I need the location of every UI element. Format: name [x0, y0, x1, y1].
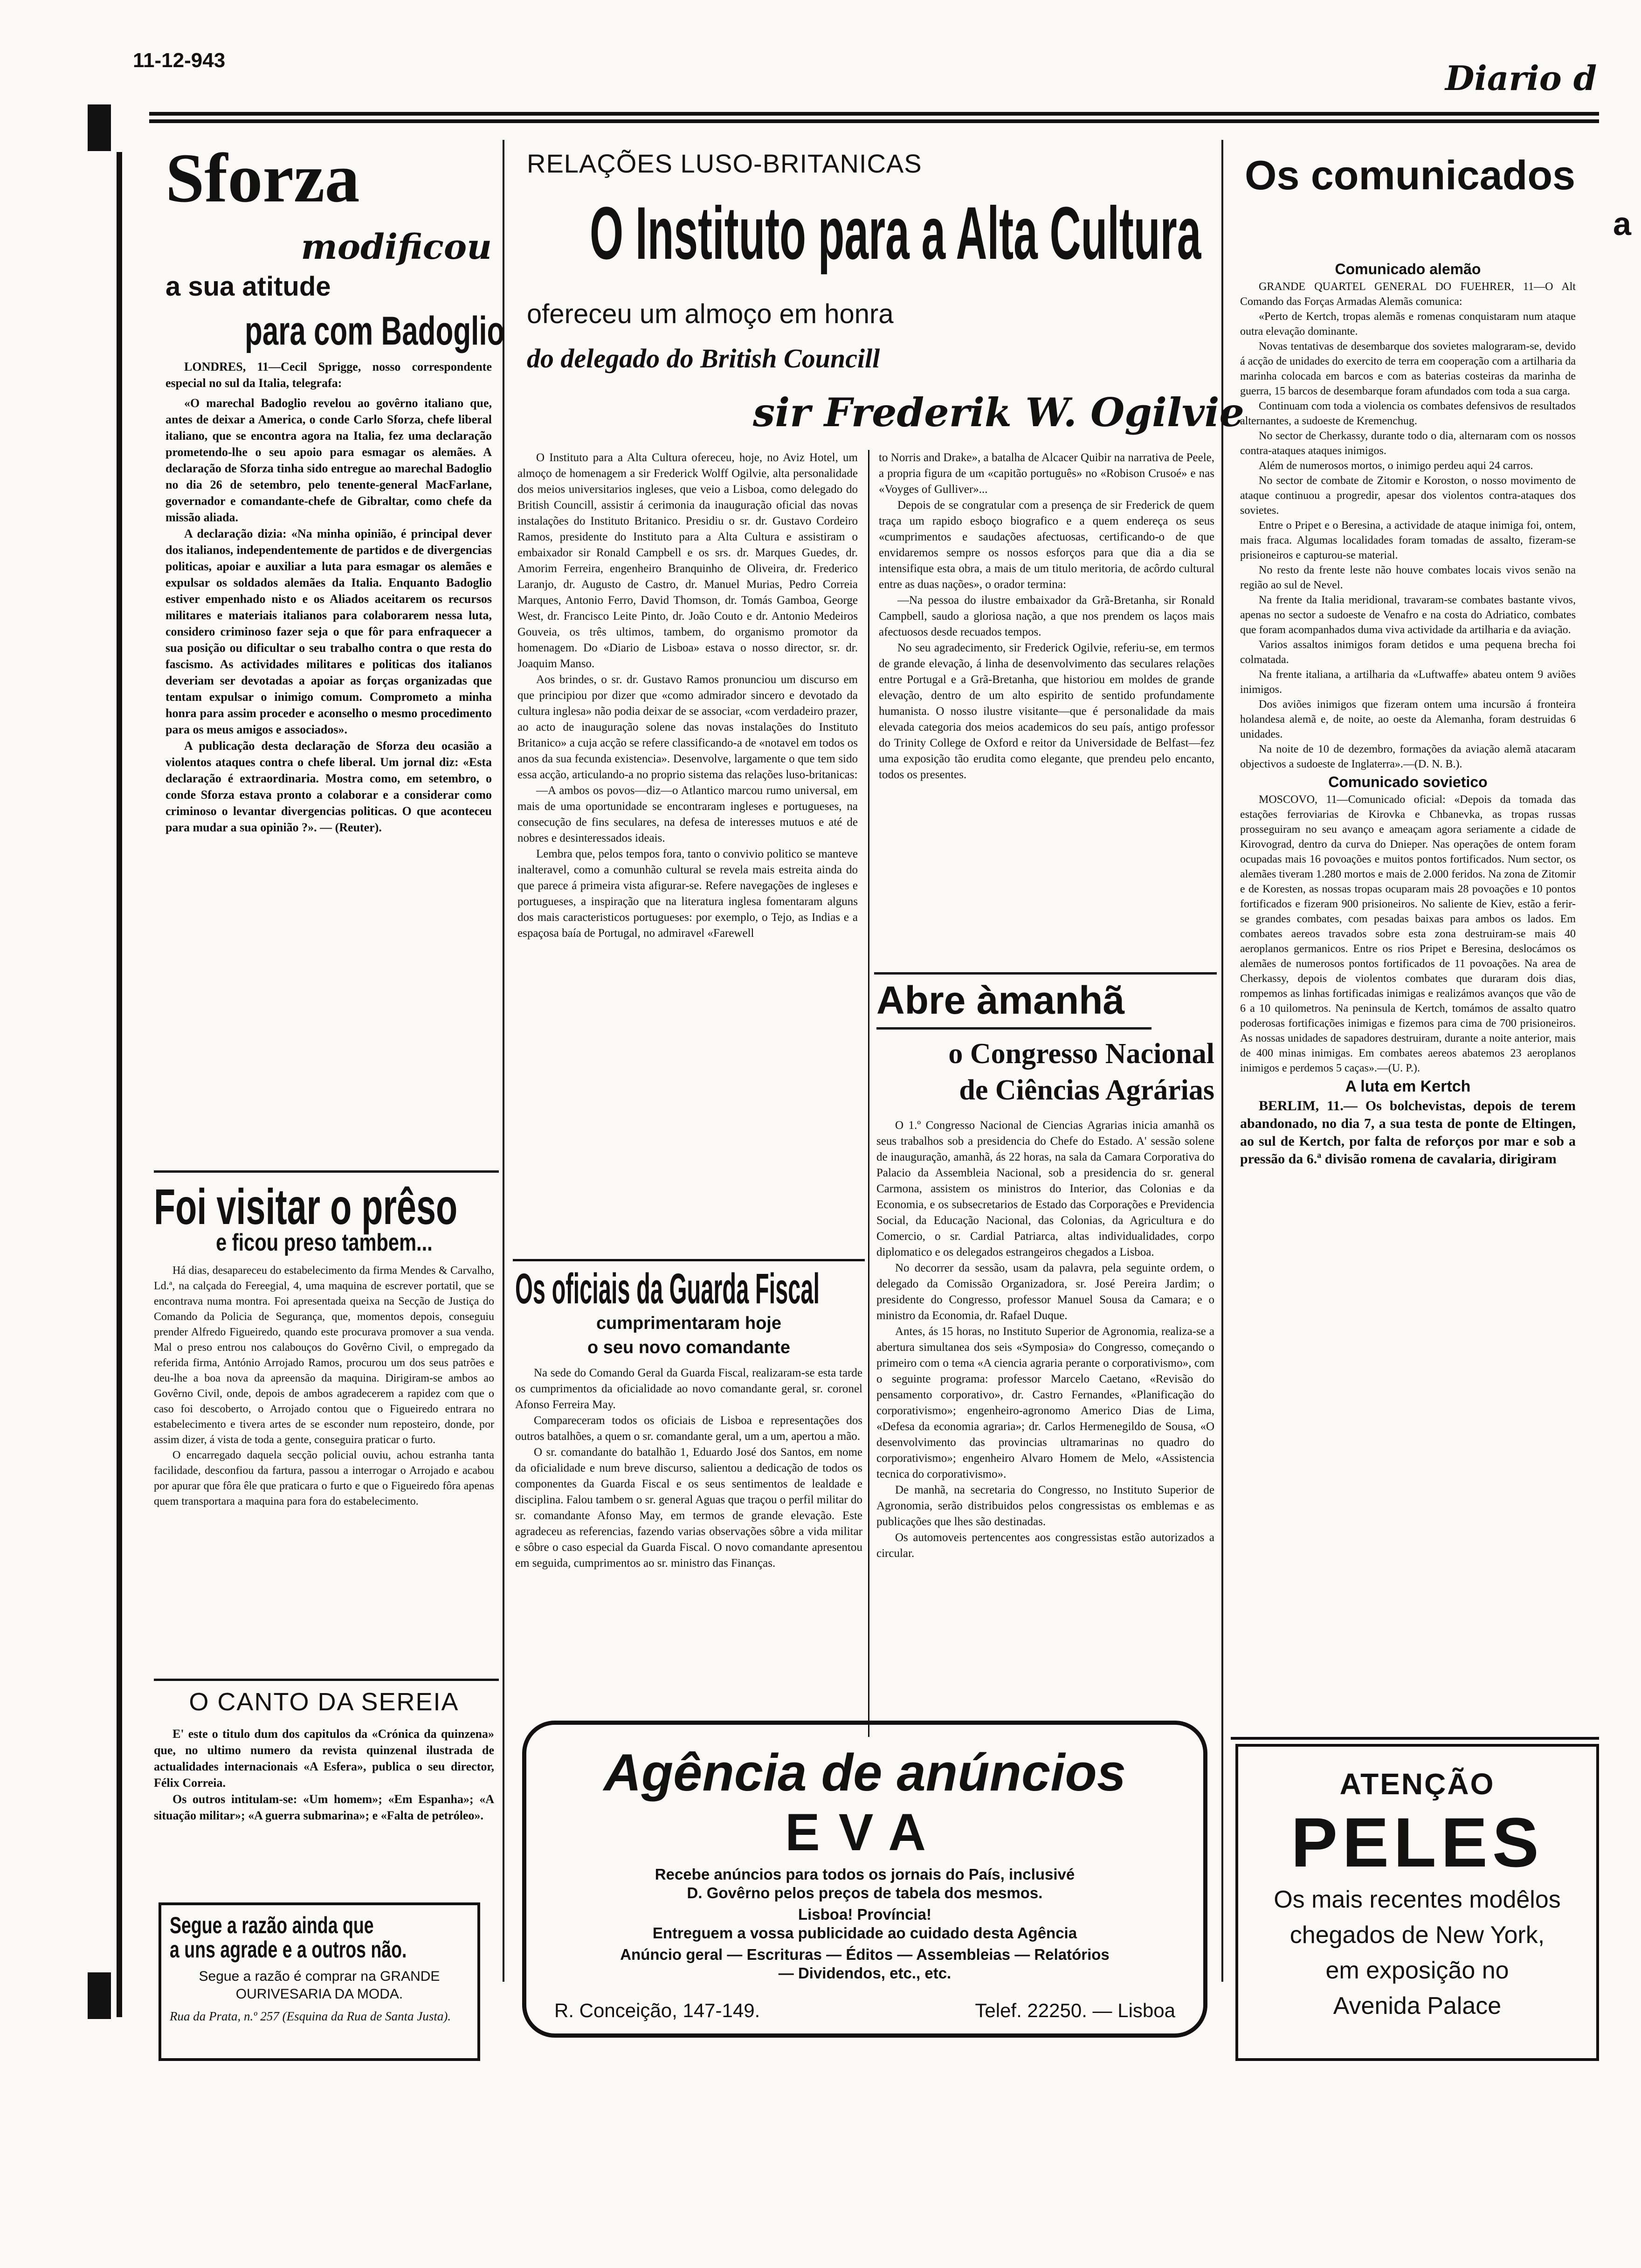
- congresso-article: [876, 977, 1214, 1562]
- section-rule: [154, 1170, 499, 1173]
- instituto-column-1: [517, 450, 858, 941]
- section-rule: [154, 1679, 499, 1681]
- eva-ad-line: Recebe anúncios para todos os jornais do País, inclusivé: [655, 1866, 1075, 1883]
- moda-ad-line-text: Segue a razão ainda que: [170, 1912, 374, 1938]
- comunicados-headline: Os comunicados: [1245, 152, 1576, 198]
- moda-ad-line-text: a uns agrade e a outros não.: [170, 1936, 407, 1963]
- moda-ad-line: [170, 1912, 469, 1936]
- preso-headline-text: Foi visitar o prêso: [154, 1178, 458, 1235]
- congresso-subhead-2: de Ciências Agrárias: [959, 1074, 1214, 1106]
- peles-ad-line: Avenida Palace: [1333, 1992, 1502, 2019]
- comunicado-paragraph: MOSCOVO, 11—Comunicado oficial: «Depois da tomada das estações ferroviarias de Kirovka e Chbanevka, as tropas russas prosseguiram no seu avanço e ameaçam agora seriamente a cidade de Kirovograd, dentro da curva do Dnieper. Nas operações de ontem foram ocupadas mais 16 povoações e muitos pontos fortificados. Num sector, os alemães tiveram 1.280 mortos e mais de 2.000 feridos. Na zona de Zitomir e de Koresten, as nossas tropas ocuparam mais 28 povoações e 10 pontos fortificados e fizeram 900 prisioneiros. No saliente de Kiev, estão a ferir-se grandes combates, com pesadas baixas para ambos os lados. Em combates aereos travados sobre esta zona destruiram-se mais 40 aeroplanos germanicos. Entre os rios Pripet e Beresina, deslocámos os alemães de numerosos pontos fortificados de 11 povoações. Na area de Cherkassy, depois de violentos combates que duraram dois dias, rompemos as linhas fortificadas inimigas e realizámos avanços que vão de 6 a 10 quilometros. Na peninsula de Kertch, tomámos de assalto quatro poderosas fortificações inimigas e fizemos para cima de 700 prisioneiros. As nossas unidades de sapadores destruiram, durante a noite anterior, mais de 400 minas inimigas. Em combates aereos abatemos 23 aeroplanos inimigos e perdemos 5 caças».—(U. P.).: [1240, 794, 1576, 1074]
- congresso-paragraph: Os automoveis pertencentes aos congressistas estão autorizados a circular.: [876, 1531, 1214, 1560]
- eva-ad-line: — Dividendos, etc., etc.: [778, 1964, 952, 1982]
- eva-ad-footer: [554, 1999, 1175, 2022]
- comunicado-paragraph: Na noite de 10 de dezembro, formações da aviação alemã atacaram objectivos a sudoeste de Inglaterra».—(D. N. B.).: [1240, 743, 1576, 770]
- instituto-paragraph: O Instituto para a Alta Cultura ofereceu, hoje, no Aviz Hotel, um almoço de homenagem a sir Frederick Wolff Ogilvie, alta personalidade dos meios universitarios ingleses, que veio a Lisboa, como delegado do British Councill, assistir á cerimonia da inauguração oficial das novas instalações do Instituto Britanico. Presidiu o sr. dr. Gustavo Cordeiro Ramos, presidente do Instituto para a Alta Cultura e assistiram o embaixador sir Ronald Campbell e os srs. dr. Marques Guedes, dr. Amorim Ferreira, engenheiro Branquinho de Oliveira, dr. Frederico Laranjo, dr. Augusto de Castro, dr. Manuel Murias, Pedro Correia Marques, Antonio Ferro, David Thomson, dr. Tomás Gamboa, George West, dr. Francisco Leite Pinto, dr. João Couto e dr. Antonio Medeiros Gouveia, os três ultimos, tambem, do organismo promotor da homenagem. Do «Diario de Lisboa» estava o nosso director, sr. dr. Joaquim Manso.: [517, 451, 858, 670]
- instituto-paragraph: to Norris and Drake», a batalha de Alcacer Quibir na narrativa de Peele, a propria figura de um «capitão português» no «Robison Crusoé» e nas «Voyges of Gulliver»...: [879, 451, 1214, 496]
- peles-ad-line: chegados de New York,: [1289, 1922, 1545, 1949]
- peles-ad-line: em exposição no: [1325, 1957, 1509, 1984]
- comunicados-headline-fragment: a: [1613, 206, 1631, 242]
- guarda-subhead-1: cumprimentaram hoje: [596, 1314, 781, 1333]
- preso-article: [154, 1177, 494, 1509]
- eva-ad-line: Entreguem a vossa publicidade ao cuidado desta Agência: [652, 1924, 1077, 1942]
- congresso-paragraph: De manhã, na secretaria do Congresso, no Instituto Superior de Agronomia, serão distribuidos pelos congressistas os emblemas e as publicações que lhes são destinadas.: [876, 1484, 1214, 1528]
- comunicado-paragraph: Novas tentativas de desembarque dos sovietes malograram-se, devido á acção de unidades do exercito de terra em cooperação com a artilharia da marinha colocada em barcos e com as baterias costeiras da marinha de guerra, 15 barcos de desembarque foram afundados com toda a sua carga.: [1240, 340, 1576, 397]
- section-rule: [874, 972, 1217, 975]
- instituto-kicker: RELAÇÕES LUSO-BRITANICAS: [527, 149, 922, 178]
- instituto-paragraph: Lembra que, pelos tempos fora, tanto o convivio politico se manteve inalteravel, como a comunhão cultural se revela mais estreita ainda do que parece á primeira vista afigurar-se. Refere navegações de ingleses e portugueses, a inspiração que na literatura inglesa fomentaram alguns dos mais caracteristicos portugueses: por exemplo, o Tejo, as Indias e a espaçosa baía de Portugal, no admiravel «Farewell: [517, 848, 858, 940]
- sereia-headline: O CANTO DA SEREIA: [189, 1688, 459, 1716]
- comunicado-paragraph: Além de numerosos mortos, o inimigo perdeu aqui 24 carros.: [1259, 460, 1533, 472]
- guarda-headline: [515, 1265, 862, 1311]
- instituto-paragraph: —A ambos os povos—diz—o Atlantico marcou rumo universal, em mais de uma oportunidade se encontraram ingleses e portugueses, na consecução de fins seculares, na defesa de interesses mutuos e até de nobres e desinteressados ideais.: [517, 784, 858, 844]
- header-rule-top: [149, 112, 1599, 116]
- comunicado-paragraph: No resto da frente leste não houve combates locais vivos senão na região ao sul de Nevel.: [1240, 564, 1576, 591]
- comunicado-paragraph: GRANDE QUARTEL GENERAL DO FUEHRER, 11—O Alt Comando das Forças Armadas Alemãs comunica:: [1240, 281, 1576, 308]
- peles-ad-line: Os mais recentes modêlos: [1274, 1886, 1561, 1913]
- sforza-subhead-2: a sua atitude: [165, 271, 331, 302]
- kertch-heading: A luta em Kertch: [1345, 1078, 1471, 1095]
- eva-ad-name: EVA: [785, 1803, 945, 1861]
- preso-subhead-text: e ficou preso tambem...: [215, 1229, 433, 1256]
- congresso-paragraph: Antes, ás 15 horas, no Instituto Superior de Agronomia, realiza-se a abertura simultanea dos seis «Symposia» do Congresso, começando o primeiro com o tema «A ciencia agraria perante o corporativismo», com o seguinte programa: professor Marcelo Caetano, «Revisão do pensamento corporativo», dr. Castro Fernandes, «Planificação do corporativismo»; engenheiro-agronomo Americo Dias de Lima, «Defesa da economia agraria»; dr. Carlos Hermenegildo de Sousa, «O desenvolvimento das provincias ultramarinas no quadro do corporativismo»; engenheiro Alvaro Homem de Melo, «Assistencia tecnica do corporativismo».: [876, 1325, 1214, 1480]
- comunicado-paragraph: «Perto de Kertch, tropas alemãs e romenas conquistaram num ataque outra elevação dominante.: [1240, 311, 1576, 338]
- sforza-paragraph: LONDRES, 11—Cecil Sprigge, nosso correspondente especial no sul da Italia, telegrafa:: [165, 360, 492, 390]
- sforza-paragraph: A publicação desta declaração de Sforza deu ocasião a violentos ataques contra o chefe liberal. Um jornal diz: «Esta declaração é extraordinaria. Mostra como, em setembro, o conde Sforza estava pronto a colaborar e a considerar como criminoso o levantar divergencias politicas. O que aconteceu para mudar a sua opinião ?». — (Reuter).: [165, 739, 492, 834]
- instituto-headline-text: O Instituto para a Alta Cultura: [590, 191, 1201, 275]
- guarda-headline-text: Os oficiais da Guarda Fiscal: [515, 1265, 820, 1313]
- sereia-paragraph: Os outros intitulam-se: «Um homem»; «Em Espanha»; «A situação militar»; «A guerra submarina»; e «Falta de petróleo».: [154, 1792, 494, 1822]
- instituto-paragraph: Depois de se congratular com a presença de sir Frederick de quem traça um rapido esboço biografico e a quem endereça os seus «cumprimentos e saudações afectuosas, certificando-o de que envidaremos sempre os nossos esforços para que dia a dia se intensifique esta obra, a mais de um titulo meritoria, de acôrdo cultural entre as duas nações», o orador termina:: [879, 499, 1214, 591]
- sforza-subhead-3-text: para com Badoglio: [245, 309, 505, 353]
- column-rule-inner: [868, 450, 869, 1737]
- section-rule: [1231, 1737, 1599, 1740]
- comunicado-paragraph: No sector de Cherkassy, durante todo o dia, alternaram com os nossos contra-ataques ataques inimigos.: [1240, 430, 1576, 457]
- moda-ad-text: Segue a razão é comprar na GRANDE OURIVESARIA DA MODA.: [199, 1969, 440, 2002]
- masthead-fragment: Diario d: [1445, 58, 1597, 98]
- margin-rule: [117, 152, 122, 2017]
- sforza-paragraph: A declaração dizia: «Na minha opinião, é principal dever dos italianos, independentemente de partidos e de divergencias politicas, apoiar e auxiliar a luta para esmagar os alemães e expulsar os soldados alemães da Italia. Enquanto Badoglio estiver empenhado nisto e os Aliados aceitarem os recursos militares e materiais italianos para colaborarem nessa luta, considero criminoso fazer seja o que fôr para enfraquecer a sua posição ou dificultar o seu trabalho contra o que resta do fascismo. As actividades militares e politicas dos italianos deveriam ser devotadas a apoiar as forças organizadas que tentam expulsar o inimigo comum. Comprometo a minha honra para assim proceder e aconselho o mesmo procedimento para os meus amigos e associados».: [165, 527, 492, 736]
- moda-ad-address: Rua da Prata, n.º 257 (Esquina da Rua de Santa Justa).: [170, 2009, 451, 2023]
- congresso-subhead-1: o Congresso Nacional: [948, 1038, 1214, 1070]
- congresso-paragraph: O 1.º Congresso Nacional de Ciencias Agrarias inicia amanhã os seus trabalhos sob a presidencia do Chefe do Estado. A' sessão solene de inauguração, amanhã, ás 22 horas, na sala da Camara Corporativa do Palacio da Assembleia Nacional, sob a presidencia do sr. general Carmona, assistem os ministros do Interior, das Colonias e da Economia, e os subsecretarios de Estado das Corporações e Previdencia Social, da Educação Nacional, das Colonias, da Agricultura e do Comercio, o sr. Cardial Patriarca, altas individualidades, corpo diplomatico e os delegados estrangeiros chegados a Lisboa.: [876, 1119, 1214, 1258]
- congresso-headline: Abre àmanhã: [876, 978, 1125, 1022]
- instituto-subhead-2: do delegado do British Councill: [527, 343, 880, 373]
- instituto-paragraph: —Na pessoa do ilustre embaixador da Grã-Bretanha, sir Ronald Campbell, saudo a gloriosa nação, a que nos prendem os laços mais afectuosos desde recuados tempos.: [879, 594, 1214, 638]
- section-rule: [876, 1027, 1151, 1030]
- preso-paragraph: O encarregado daquela secção policial ouviu, achou estranha tanta facilidade, desconfiou da fartura, passou a interrogar o Arrojado e acabou por apurar que fôra êle que praticara o furto e que o Figueiredo fôra apenas quem transportara a maquina para fora do estabelecimento.: [154, 1449, 494, 1507]
- preso-paragraph: Há dias, desapareceu do estabelecimento da firma Mendes & Carvalho, Ld.ª, na calçada do Fereegial, 4, uma maquina de escrever portatil, que se encontrava numa montra. Foi apresentada queixa na Secção de Justiça do Comando da Policia de Segurança, que, momentos depois, conseguiu prender Alfredo Figueiredo, quando este procurava promover a sua venda. Mal o preso entrou nos calabouços do Govêrno Civil, o empregado da referida firma, António Arrojado Ramos, procurou um dos seus patrões e deu-lhe a boa nova da apreensão da maquina. Dirigiram-se ambos ao Govêrno Civil, onde, depois de ambos agradecerem a rapidez com que o caso foi descoberto, o Arrojado contou que o Figueiredo entrara no estabelecimento e tivera artes de se esconder num reposteiro, donde, por assim dizer, á vista de toda a gente, conseguira praticar o furto.: [154, 1265, 494, 1446]
- eva-ad-address: R. Conceição, 147-149.: [554, 1999, 760, 2021]
- eva-advertisement: [522, 1721, 1207, 2038]
- comunicados-article: [1240, 259, 1576, 1168]
- guarda-paragraph: Na sede do Comando Geral da Guarda Fiscal, realizaram-se esta tarde os cumprimentos da oficialidade ao novo comandante geral, sr. coronel Afonso Ferreira May.: [515, 1367, 862, 1411]
- sforza-subhead-1: modificou: [301, 227, 492, 267]
- comunicado-sovietico-heading: Comunicado sovietico: [1328, 774, 1488, 790]
- eva-ad-title: Agência de anúncios: [603, 1743, 1126, 1802]
- instituto-column-2: [879, 450, 1214, 783]
- guarda-article: [515, 1265, 862, 1571]
- comunicado-paragraph: No sector de combate de Zitomir e Koroston, o nosso movimento de ataque continuou a progredir, apesar dos violentos contra-ataques dos sovietes.: [1240, 475, 1576, 517]
- moda-ad-line: [170, 1936, 469, 1964]
- moda-advertisement: [159, 1902, 480, 2061]
- peles-ad-heading: ATENÇÃO: [1339, 1767, 1495, 1801]
- comunicado-paragraph: Continuam com toda a violencia os combates defensivos de resultados alternantes, a sudoeste de Kremenchug.: [1240, 400, 1576, 427]
- instituto-paragraph: No seu agradecimento, sir Frederick Ogilvie, referiu-se, em termos de grande elevação, á linha de desenvolvimento das seculares relações entre Portugal e a Grã-Bretanha, que historiou em moldes de grande elevação, dentro de um alto espirito de sentido profundamente humanista. O nosso ilustre visitante—que é personalidade da mais elevada categoria dos meios academicos do seu país, antigo professor do Trinity College de Oxford e reitor da Universidade de Belfast—fez uma exposição tão erudita como elegante, que prendeu pelo encanto, todos os presentes.: [879, 642, 1214, 781]
- sforza-subhead-3: [245, 308, 505, 354]
- eva-ad-line: Anúncio geral — Escrituras — Éditos — Assembleias — Relatórios: [620, 1946, 1110, 1963]
- eva-ad-line: D. Govêrno pelos preços de tabela dos mesmos.: [687, 1884, 1043, 1902]
- issue-date: 11-12-943: [133, 49, 226, 72]
- guarda-subhead-2: o seu novo comandante: [587, 1338, 790, 1357]
- sereia-article: [154, 1686, 494, 1824]
- peles-ad-title: PELES: [1291, 1803, 1544, 1881]
- comunicado-paragraph: Entre o Pripet e o Beresina, a actividade de ataque inimiga foi, ontem, mais fraca. Algumas localidades foram tomadas de assalto, fizeram-se prisioneiros e capturou-se material.: [1240, 519, 1576, 561]
- comunicado-paragraph: Varios assaltos inimigos foram detidos e uma pequena brecha foi colmatada.: [1240, 639, 1576, 666]
- eva-ad-phone: Telef. 22250. — Lisboa: [975, 1999, 1175, 2021]
- sforza-article: [165, 139, 505, 836]
- comunicado-paragraph: BERLIM, 11.— Os bolchevistas, depois de terem abandonado, no dia 7, a sua testa de ponte de Eltingen, ao sul de Kertch, por falta de reforços por mar e sob a pressão da 6.ª divisão romena de cavalaria, dirigiram: [1240, 1098, 1576, 1167]
- comunicado-paragraph: Na frente italiana, a artilharia da «Luftwaffe» abateu ontem 9 aviões inimigos.: [1240, 669, 1576, 696]
- column-rule-1: [503, 140, 504, 1982]
- instituto-subhead-1: ofereceu um almoço em honra: [527, 299, 894, 329]
- guarda-paragraph: O sr. comandante do batalhão 1, Eduardo José dos Santos, em nome da oficialidade e num breve discurso, salientou a dedicação de todos os componentes da Guarda Fiscal e os seus sentimentos de lealdade e disciplina. Falou tambem o sr. general Aguas que traçou o perfil militar do sr. comandante Afonso May, em termos de grande elevação. Este agradeceu as referencias, fazendo varias observações sôbre a vida militar e sôbre o caso especial da Guarda Fiscal. O novo comandante apresentou em seguida, cumprimentos ao sr. ministro das Finanças.: [515, 1446, 862, 1570]
- guarda-paragraph: Compareceram todos os oficiais de Lisboa e representações dos outros batalhões, a quem o sr. comandante geral, um a um, apertou a mão.: [515, 1414, 862, 1443]
- sereia-paragraph: E' este o titulo dum dos capitulos da «Crónica da quinzena» que, no ultimo numero da revista quinzenal ilustrada de actualidades internacionais «A Esfera», publica o seu director, Félix Correia.: [154, 1727, 494, 1790]
- section-rule: [513, 1259, 865, 1261]
- comunicado-alemao-heading: Comunicado alemão: [1335, 261, 1481, 277]
- header-rule-bottom: [149, 119, 1599, 123]
- instituto-subhead-3: sir Frederik W. Ogilvie: [753, 389, 1244, 436]
- preso-headline: [154, 1177, 494, 1235]
- comunicado-paragraph: Dos aviões inimigos que fizeram ontem uma incursão á fronteira holandesa alemã e, de noite, ao oeste da Alemanha, foram destruidas 6 unidades.: [1240, 698, 1576, 740]
- margin-marker-bottom: [88, 1972, 111, 2019]
- instituto-headline: [590, 191, 1214, 282]
- congresso-paragraph: No decorrer da sessão, usam da palavra, pela seguinte ordem, o delegado da Comissão Organizadora, sr. José Pereira Jardim; o presidente do Congresso, professor Manuel Sousa da Camara; e o ministro da Economia, dr. Rafael Duque.: [876, 1262, 1214, 1322]
- sforza-paragraph: «O marechal Badoglio revelou ao govêrno italiano que, antes de deixar a America, o conde Carlo Sforza, chefe liberal italiano, que se encontra agora na Italia, fez uma declaração prometendo-lhe o seu apoio para esmagar os alemães. A declaração de Sforza tinha sido entregue ao marechal Badoglio no dia 26 de setembro, pelo tenente-general MacFarlane, governador e comandante-chefe de Gibraltar, como chefe da missão aliada.: [165, 396, 492, 524]
- peles-advertisement: [1235, 1744, 1599, 2061]
- comunicado-paragraph: Na frente da Italia meridional, travaram-se combates bastante vivos, apenas no sector a sudoeste de Venafro e na costa do Adriatico, combates que foram acompanhados duma viva actividade da artilharia e da aviação.: [1240, 594, 1576, 636]
- margin-marker-top: [88, 104, 111, 151]
- eva-ad-line: Lisboa! Província!: [798, 1906, 932, 1923]
- sforza-headline: Sforza: [165, 139, 360, 217]
- instituto-paragraph: Aos brindes, o sr. dr. Gustavo Ramos pronunciou um discurso em que principiou por dizer que «como admirador sincero e devotado da cultura inglesa» não podia deixar de se associar, «com verdadeiro prazer, ao acto de inauguração solene das novas instalações do Instituto Britanico» a cuja acção se refere classificando-a de «notavel em todos os anos da sua fecunda existencia». Desenvolve, largamente o que tem sido essa acção, articulando-a no proprio sistema das relações luso-britanicas:: [517, 673, 858, 781]
